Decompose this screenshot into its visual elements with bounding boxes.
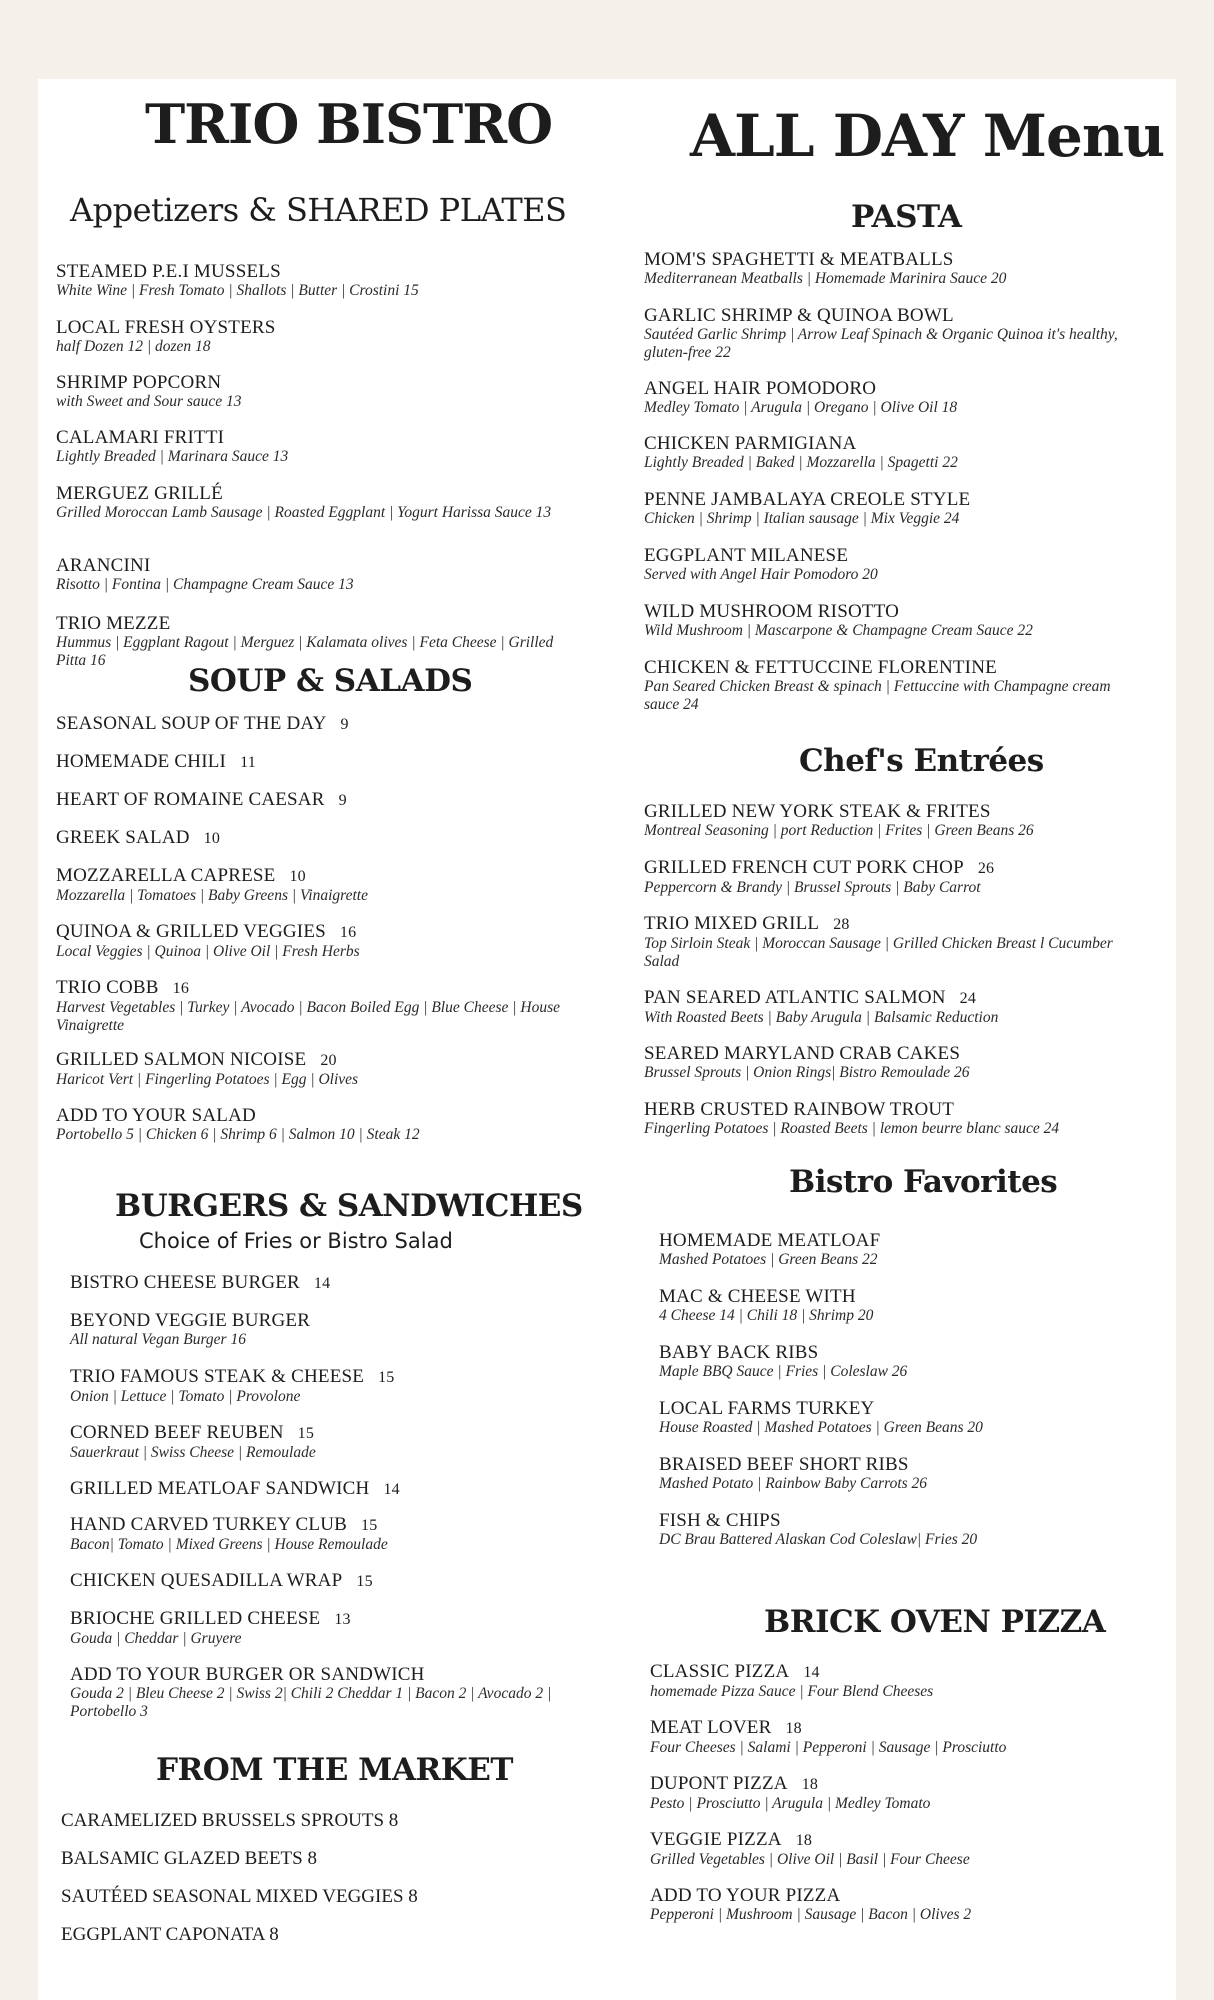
item-name: GRILLED SALMON NICOISE 20 bbox=[56, 1049, 337, 1070]
item-price: 24 bbox=[959, 990, 977, 1007]
item-description: Pesto | Prosciutto | Arugula | Medley Tomato bbox=[650, 1795, 931, 1812]
pizza-item bbox=[650, 1662, 1130, 1701]
item-description: half Dozen 12 | dozen 18 bbox=[56, 338, 211, 355]
item-name: HERB CRUSTED RAINBOW TROUT bbox=[644, 1099, 955, 1120]
item-name: TRIO MEZZE bbox=[56, 613, 171, 634]
burgers-item bbox=[70, 1571, 570, 1592]
item-price: 9 bbox=[338, 792, 347, 809]
item-description: Maple BBQ Sauce | Fries | Coleslaw 26 bbox=[659, 1363, 908, 1380]
pasta-item bbox=[644, 490, 1124, 528]
burgers-item bbox=[70, 1479, 570, 1500]
item-name: MEAT LOVER 18 bbox=[650, 1717, 802, 1738]
soup_salads-item bbox=[56, 978, 576, 1035]
item-name: ADD TO YOUR PIZZA bbox=[650, 1885, 841, 1906]
entrees-item bbox=[644, 1044, 1124, 1082]
item-description: Brussel Sprouts | Onion Rings| Bistro Remoulade 26 bbox=[644, 1064, 970, 1081]
pizza-item bbox=[650, 1718, 1130, 1757]
burgers-item bbox=[70, 1311, 570, 1349]
burgers-item bbox=[70, 1609, 570, 1648]
item-name: BABY BACK RIBS bbox=[659, 1342, 819, 1363]
item-price: 15 bbox=[356, 1573, 373, 1590]
item-name: CLASSIC PIZZA 14 bbox=[650, 1661, 820, 1682]
item-name: CORNED BEEF REUBEN 15 bbox=[70, 1422, 315, 1443]
item-description: Harvest Vegetables | Turkey | Avocado | Bacon Boiled Egg | Blue Cheese | House Vinaigrette bbox=[56, 999, 560, 1034]
burgers-item bbox=[70, 1423, 570, 1462]
pasta-item bbox=[644, 379, 1124, 417]
item-name: GRILLED MEATLOAF SANDWICH 14 bbox=[70, 1478, 400, 1499]
menu-title: ALL DAY Menu bbox=[690, 102, 1165, 170]
item-description: Mashed Potato | Rainbow Baby Carrots 26 bbox=[659, 1475, 928, 1492]
favorites-item bbox=[659, 1287, 1129, 1325]
item-price: 10 bbox=[203, 830, 221, 847]
item-name: HOMEMADE CHILI 11 bbox=[56, 751, 256, 772]
item-price: 9 bbox=[340, 716, 349, 733]
item-description: Gouda | Cheddar | Gruyere bbox=[70, 1630, 242, 1647]
item-price: 13 bbox=[334, 1611, 351, 1628]
item-price: 20 bbox=[320, 1052, 337, 1069]
item-name: BEYOND VEGGIE BURGER bbox=[70, 1310, 311, 1331]
item-name: LOCAL FRESH OYSTERS bbox=[56, 317, 276, 338]
item-name: ANGEL HAIR POMODORO bbox=[644, 378, 877, 399]
item-name: HAND CARVED TURKEY CLUB 15 bbox=[70, 1514, 378, 1535]
soup_salads-item bbox=[56, 714, 576, 735]
item-name: HOMEMADE MEATLOAF bbox=[659, 1230, 881, 1251]
item-price: 16 bbox=[339, 924, 357, 941]
appetizers-heading: Appetizers & SHARED PLATES bbox=[70, 191, 567, 229]
item-description: Mozzarella | Tomatoes | Baby Greens | Vinaigrette bbox=[56, 887, 368, 904]
pizza-heading: BRICK OVEN PIZZA bbox=[764, 1604, 1106, 1640]
item-description: Mediterranean Meatballs | Homemade Marinira Sauce 20 bbox=[644, 270, 1007, 287]
item-description: Chicken | Shrimp | Italian sausage | Mix Veggie 24 bbox=[644, 510, 960, 527]
favorites-item bbox=[659, 1399, 1129, 1437]
item-name: WILD MUSHROOM RISOTTO bbox=[644, 601, 900, 622]
item-name: CALAMARI FRITTI bbox=[56, 427, 225, 448]
appetizers-item bbox=[56, 556, 576, 594]
appetizers-item bbox=[56, 262, 576, 300]
item-name: FISH & CHIPS bbox=[659, 1510, 781, 1531]
soup_salads-item bbox=[56, 866, 576, 905]
soup_salads-item bbox=[56, 1106, 576, 1144]
item-price: 10 bbox=[289, 868, 306, 885]
item-description: with Sweet and Sour sauce 13 bbox=[56, 393, 242, 410]
pasta-item bbox=[644, 434, 1124, 472]
burgers-item bbox=[70, 1515, 570, 1554]
item-description: Mashed Potatoes | Green Beans 22 bbox=[659, 1251, 878, 1268]
item-description: Haricot Vert | Fingerling Potatoes | Egg | Olives bbox=[56, 1071, 359, 1088]
entrees-item bbox=[644, 914, 1124, 971]
item-description: Top Sirloin Steak | Moroccan Sausage | Grilled Chicken Breast l Cucumber Salad bbox=[644, 935, 1113, 970]
item-description: Bacon| Tomato | Mixed Greens | House Remoulade bbox=[70, 1536, 388, 1553]
item-description: DC Brau Battered Alaskan Cod Coleslaw| Fries 20 bbox=[659, 1531, 978, 1548]
entrees-item bbox=[644, 1100, 1124, 1138]
pizza-item bbox=[650, 1886, 1130, 1924]
item-description: Risotto | Fontina | Champagne Cream Sauce 13 bbox=[56, 576, 354, 593]
item-name: MERGUEZ GRILLÉ bbox=[56, 483, 223, 504]
item-description: All natural Vegan Burger 16 bbox=[70, 1331, 246, 1348]
item-price: 11 bbox=[240, 754, 256, 771]
item-name: LOCAL FARMS TURKEY bbox=[659, 1398, 875, 1419]
pasta-item bbox=[644, 602, 1124, 640]
item-description: With Roasted Beets | Baby Arugula | Balsamic Reduction bbox=[644, 1009, 999, 1026]
item-description: Grilled Vegetables | Olive Oil | Basil | Four Cheese bbox=[650, 1851, 970, 1868]
market-heading: FROM THE MARKET bbox=[156, 1752, 513, 1788]
item-name: BRIOCHE GRILLED CHEESE 13 bbox=[70, 1608, 351, 1629]
item-price: 16 bbox=[172, 980, 190, 997]
item-name: GREEK SALAD 10 bbox=[56, 827, 221, 848]
burgers-item bbox=[70, 1273, 570, 1294]
soup_salads-item bbox=[56, 828, 576, 849]
item-name: STEAMED P.E.I MUSSELS bbox=[56, 261, 281, 282]
item-name: GRILLED FRENCH CUT PORK CHOP 26 bbox=[644, 857, 995, 878]
pasta-heading: PASTA bbox=[851, 199, 962, 235]
item-description: Peppercorn & Brandy | Brussel Sprouts | Baby Carrot bbox=[644, 879, 981, 896]
item-description: Pan Seared Chicken Breast & spinach | Fettuccine with Champagne cream sauce 24 bbox=[644, 678, 1111, 713]
appetizers-item bbox=[56, 614, 576, 670]
item-description: Montreal Seasoning | port Reduction | Frites | Green Beans 26 bbox=[644, 822, 1034, 839]
item-name: SHRIMP POPCORN bbox=[56, 372, 222, 393]
appetizers-item bbox=[56, 373, 576, 411]
burgers-item bbox=[70, 1665, 570, 1721]
appetizers-item bbox=[56, 428, 576, 466]
market-item: SAUTÉED SEASONAL MIXED VEGGIES 8 bbox=[61, 1886, 418, 1907]
item-description: Hummus | Eggplant Ragout | Merguez | Kalamata olives | Feta Cheese | Grilled Pitta 16 bbox=[56, 634, 554, 669]
item-price: 18 bbox=[795, 1832, 813, 1849]
entrees-item bbox=[644, 988, 1124, 1027]
item-description: Pepperoni | Mushroom | Sausage | Bacon | Olives 2 bbox=[650, 1906, 972, 1923]
item-description: Medley Tomato | Arugula | Oregano | Olive Oil 18 bbox=[644, 399, 958, 416]
item-price: 18 bbox=[785, 1720, 802, 1737]
item-name: MOM'S SPAGHETTI & MEATBALLS bbox=[644, 249, 954, 270]
entrees-item bbox=[644, 802, 1124, 840]
item-description: 4 Cheese 14 | Chili 18 | Shrimp 20 bbox=[659, 1307, 874, 1324]
item-name: VEGGIE PIZZA 18 bbox=[650, 1829, 813, 1850]
item-price: 15 bbox=[297, 1425, 315, 1442]
pasta-item bbox=[644, 306, 1124, 362]
item-name: PAN SEARED ATLANTIC SALMON 24 bbox=[644, 987, 977, 1008]
item-description: Portobello 5 | Chicken 6 | Shrimp 6 | Salmon 10 | Steak 12 bbox=[56, 1126, 420, 1143]
pasta-item bbox=[644, 658, 1124, 714]
item-description: Gouda 2 | Bleu Cheese 2 | Swiss 2| Chili 2 Cheddar 1 | Bacon 2 | Avocado 2 | Portobello 3 bbox=[70, 1685, 552, 1720]
favorites-heading: Bistro Favorites bbox=[789, 1164, 1058, 1200]
item-description: Four Cheeses | Salami | Pepperoni | Sausage | Prosciutto bbox=[650, 1739, 1007, 1756]
item-name: CHICKEN & FETTUCCINE FLORENTINE bbox=[644, 657, 997, 678]
restaurant-title: TRIO BISTRO bbox=[145, 92, 553, 156]
item-description: Lightly Breaded | Baked | Mozzarella | Spagetti 22 bbox=[644, 454, 958, 471]
item-price: 28 bbox=[833, 916, 850, 933]
item-description: Sauerkraut | Swiss Cheese | Remoulade bbox=[70, 1444, 316, 1461]
item-name: QUINOA & GRILLED VEGGIES 16 bbox=[56, 921, 357, 942]
appetizers-item bbox=[56, 318, 576, 356]
item-name: GRILLED NEW YORK STEAK & FRITES bbox=[644, 801, 991, 822]
soup_salads-item bbox=[56, 922, 576, 961]
item-description: Sautéed Garlic Shrimp | Arrow Leaf Spinach & Organic Quinoa it's healthy, gluten-free 22 bbox=[644, 326, 1118, 361]
appetizers-item bbox=[56, 484, 576, 522]
market-item: BALSAMIC GLAZED BEETS 8 bbox=[61, 1848, 317, 1869]
item-name: ADD TO YOUR SALAD bbox=[56, 1105, 256, 1126]
burgers-item bbox=[70, 1367, 570, 1406]
item-price: 14 bbox=[313, 1275, 331, 1292]
item-price: 14 bbox=[383, 1481, 400, 1498]
item-name: TRIO FAMOUS STEAK & CHEESE 15 bbox=[70, 1366, 395, 1387]
item-description: Fingerling Potatoes | Roasted Beets | lemon beurre blanc sauce 24 bbox=[644, 1120, 1060, 1137]
soup_salads-item bbox=[56, 790, 576, 811]
pasta-item bbox=[644, 546, 1124, 584]
burgers-subtitle: Choice of Fries or Bistro Salad bbox=[139, 1229, 453, 1253]
item-name: EGGPLANT MILANESE bbox=[644, 545, 849, 566]
item-name: ADD TO YOUR BURGER OR SANDWICH bbox=[70, 1664, 425, 1685]
item-price: 14 bbox=[803, 1664, 820, 1681]
item-name: ARANCINI bbox=[56, 555, 151, 576]
entrees-heading: Chef's Entrées bbox=[799, 743, 1044, 779]
item-description: Served with Angel Hair Pomodoro 20 bbox=[644, 566, 878, 583]
item-description: Onion | Lettuce | Tomato | Provolone bbox=[70, 1388, 301, 1405]
item-description: Grilled Moroccan Lamb Sausage | Roasted Eggplant | Yogurt Harissa Sauce 13 bbox=[56, 504, 552, 521]
item-description: Wild Mushroom | Mascarpone & Champagne Cream Sauce 22 bbox=[644, 622, 1033, 639]
item-price: 18 bbox=[801, 1776, 819, 1793]
item-name: SEARED MARYLAND CRAB CAKES bbox=[644, 1043, 961, 1064]
market-item: EGGPLANT CAPONATA 8 bbox=[61, 1924, 279, 1945]
pizza-item bbox=[650, 1774, 1130, 1813]
pasta-item bbox=[644, 250, 1124, 288]
item-name: TRIO MIXED GRILL 28 bbox=[644, 913, 850, 934]
item-name: MAC & CHEESE WITH bbox=[659, 1286, 856, 1307]
item-price: 26 bbox=[977, 860, 995, 877]
item-name: CHICKEN PARMIGIANA bbox=[644, 433, 857, 454]
favorites-item bbox=[659, 1511, 1129, 1549]
item-name: SEASONAL SOUP OF THE DAY 9 bbox=[56, 713, 349, 734]
favorites-item bbox=[659, 1231, 1129, 1269]
item-name: DUPONT PIZZA 18 bbox=[650, 1773, 819, 1794]
item-name: HEART OF ROMAINE CAESAR 9 bbox=[56, 789, 347, 810]
market-item: CARAMELIZED BRUSSELS SPROUTS 8 bbox=[61, 1810, 399, 1831]
item-name: MOZZARELLA CAPRESE 10 bbox=[56, 865, 306, 886]
item-name: CHICKEN QUESADILLA WRAP 15 bbox=[70, 1570, 373, 1591]
item-name: BISTRO CHEESE BURGER 14 bbox=[70, 1272, 331, 1293]
favorites-item bbox=[659, 1455, 1129, 1493]
item-description: Local Veggies | Quinoa | Olive Oil | Fresh Herbs bbox=[56, 943, 360, 960]
entrees-item bbox=[644, 858, 1124, 897]
soup_salads-item bbox=[56, 752, 576, 773]
burgers-heading: BURGERS & SANDWICHES bbox=[115, 1188, 583, 1224]
item-price: 15 bbox=[361, 1517, 378, 1534]
item-price: 15 bbox=[378, 1369, 395, 1386]
favorites-item bbox=[659, 1343, 1129, 1381]
item-name: PENNE JAMBALAYA CREOLE STYLE bbox=[644, 489, 971, 510]
item-description: House Roasted | Mashed Potatoes | Green Beans 20 bbox=[659, 1419, 983, 1436]
pizza-item bbox=[650, 1830, 1130, 1869]
item-name: GARLIC SHRIMP & QUINOA BOWL bbox=[644, 305, 954, 326]
soup-salads-heading: SOUP & SALADS bbox=[188, 663, 473, 699]
item-description: Lightly Breaded | Marinara Sauce 13 bbox=[56, 448, 289, 465]
item-name: TRIO COBB 16 bbox=[56, 977, 190, 998]
soup_salads-item bbox=[56, 1050, 576, 1089]
item-name: BRAISED BEEF SHORT RIBS bbox=[659, 1454, 909, 1475]
item-description: White Wine | Fresh Tomato | Shallots | Butter | Crostini 15 bbox=[56, 282, 419, 299]
item-description: homemade Pizza Sauce | Four Blend Cheeses bbox=[650, 1683, 934, 1700]
